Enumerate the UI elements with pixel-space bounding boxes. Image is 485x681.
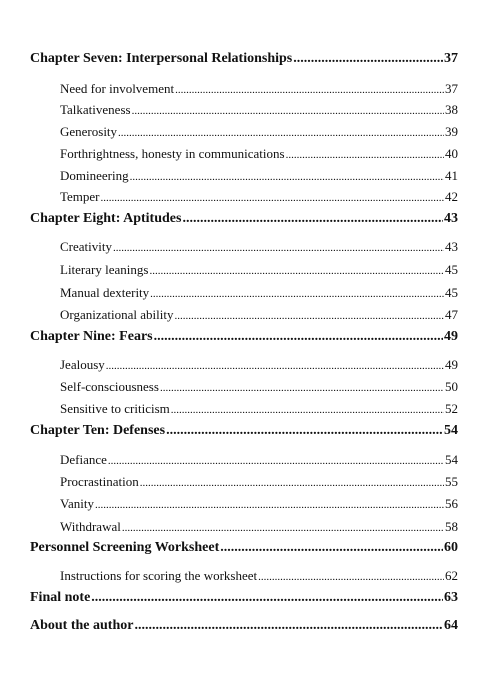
toc-entry-title: Vanity: [60, 496, 94, 511]
dot-leader: [175, 79, 444, 99]
toc-entry-page-number: 37: [444, 51, 458, 66]
toc-entry-page-number: 49: [445, 357, 458, 372]
dot-leader: [171, 399, 444, 419]
toc-entry-title: Generosity: [60, 124, 118, 139]
toc-entry-chapter-nine[interactable]: [30, 327, 458, 347]
toc-entry-sensitive-to-criticism[interactable]: [60, 399, 458, 419]
toc-entry-title: Withdrawal: [60, 519, 121, 534]
toc-entry-page-number: 50: [445, 379, 458, 394]
toc-entry-title: Chapter Nine: Fears: [30, 329, 153, 344]
dot-leader: [122, 517, 444, 537]
toc-entry-page-number: 43: [445, 239, 458, 254]
toc-entry-chapter-ten[interactable]: [30, 421, 458, 441]
dot-leader: [95, 494, 444, 514]
toc-entry-page-number: 60: [444, 540, 458, 555]
toc-entry-manual-dexterity[interactable]: [60, 283, 458, 303]
dot-leader: [106, 355, 444, 375]
toc-entry-page-number: 42: [445, 189, 458, 204]
toc-entry-page-number: 37: [445, 81, 458, 96]
toc-entry-page-number: 39: [445, 124, 458, 139]
toc-entry-need-for-involvement[interactable]: [60, 79, 458, 99]
toc-entry-title: Forthrightness, honesty in communications: [60, 146, 285, 161]
dot-leader: [160, 377, 444, 397]
toc-entry-page-number: 54: [444, 423, 458, 438]
toc-entry-instructions-for-scoring[interactable]: [60, 566, 458, 586]
toc-entry-talkativeness[interactable]: [60, 100, 458, 120]
dot-leader: [149, 260, 444, 280]
dot-leader: [150, 283, 444, 303]
toc-entry-page-number: 58: [445, 519, 458, 534]
dot-leader: [101, 187, 444, 207]
toc-entry-title: Need for involvement: [60, 81, 175, 96]
toc-entry-title: Personnel Screening Worksheet: [30, 540, 220, 555]
toc-entry-title: Self-consciousness: [60, 379, 159, 394]
toc-entry-title: About the author: [30, 618, 134, 633]
dot-leader: [174, 305, 444, 325]
toc-entry-title: Literary leanings: [60, 262, 149, 277]
toc-entry-final-note[interactable]: [30, 588, 458, 608]
dot-leader: [113, 237, 444, 257]
toc-entry-title: Final note: [30, 590, 91, 605]
toc-entry-about-the-author[interactable]: [30, 616, 458, 636]
toc-entry-temper[interactable]: [60, 187, 458, 207]
toc-entry-page-number: 45: [445, 262, 458, 277]
toc-entry-page-number: 62: [445, 568, 458, 583]
toc-entry-personnel-screening-worksheet[interactable]: [30, 538, 458, 558]
dot-leader: [293, 49, 443, 69]
dot-leader: [166, 421, 443, 441]
toc-entry-page-number: 49: [444, 329, 458, 344]
toc-entry-page-number: 45: [445, 285, 458, 300]
toc-entry-page-number: 40: [445, 146, 458, 161]
toc-entry-chapter-seven[interactable]: [30, 49, 458, 69]
toc-entry-title: Temper: [60, 189, 100, 204]
dot-leader: [91, 588, 443, 608]
dot-leader: [134, 616, 443, 636]
toc-entry-self-consciousness[interactable]: [60, 377, 458, 397]
toc-entry-jealousy[interactable]: [60, 355, 458, 375]
dot-leader: [132, 100, 444, 120]
toc-entry-generosity[interactable]: [60, 122, 458, 142]
toc-entry-literary-leanings[interactable]: [60, 260, 458, 280]
toc-entry-page-number: 55: [445, 474, 458, 489]
toc-entry-page-number: 41: [445, 168, 458, 183]
toc-entry-page-number: 52: [445, 401, 458, 416]
dot-leader: [258, 566, 444, 586]
dot-leader: [118, 122, 444, 142]
toc-entry-title: Chapter Eight: Aptitudes: [30, 211, 182, 226]
toc-entry-chapter-eight[interactable]: [30, 209, 458, 229]
dot-leader: [108, 450, 444, 470]
toc-entry-page-number: 47: [445, 307, 458, 322]
dot-leader: [220, 538, 443, 558]
toc-entry-title: Jealousy: [60, 357, 105, 372]
toc-entry-title: Chapter Ten: Defenses: [30, 423, 166, 438]
toc-entry-page-number: 63: [444, 590, 458, 605]
toc-entry-title: Sensitive to criticism: [60, 401, 170, 416]
toc-entry-procrastination[interactable]: [60, 472, 458, 492]
toc-entry-title: Creativity: [60, 239, 112, 254]
toc-entry-title: Domineering: [60, 168, 129, 183]
toc-entry-title: Instructions for scoring the worksheet: [60, 568, 258, 583]
dot-leader: [182, 209, 443, 229]
toc-entry-vanity[interactable]: [60, 494, 458, 514]
toc-entry-title: Talkativeness: [60, 102, 131, 117]
dot-leader: [154, 327, 443, 347]
toc-entry-page-number: 54: [445, 452, 458, 467]
toc-entry-page-number: 38: [445, 102, 458, 117]
toc-entry-title: Manual dexterity: [60, 285, 150, 300]
toc-entry-title: Chapter Seven: Interpersonal Relationships: [30, 51, 293, 66]
dot-leader: [130, 166, 444, 186]
dot-leader: [140, 472, 444, 492]
toc-entry-title: Organizational ability: [60, 307, 174, 322]
toc-entry-organizational-ability[interactable]: [60, 305, 458, 325]
toc-entry-page-number: 43: [444, 211, 458, 226]
toc-entry-domineering[interactable]: [60, 166, 458, 186]
toc-entry-defiance[interactable]: [60, 450, 458, 470]
toc-entry-withdrawal[interactable]: [60, 517, 458, 537]
toc-entry-creativity[interactable]: [60, 237, 458, 257]
toc-entry-page-number: 64: [444, 618, 458, 633]
dot-leader: [286, 144, 444, 164]
toc-entry-page-number: 56: [445, 496, 458, 511]
toc-entry-title: Defiance: [60, 452, 107, 467]
toc-entry-title: Procrastination: [60, 474, 139, 489]
toc-entry-forthrightness[interactable]: [60, 144, 458, 164]
